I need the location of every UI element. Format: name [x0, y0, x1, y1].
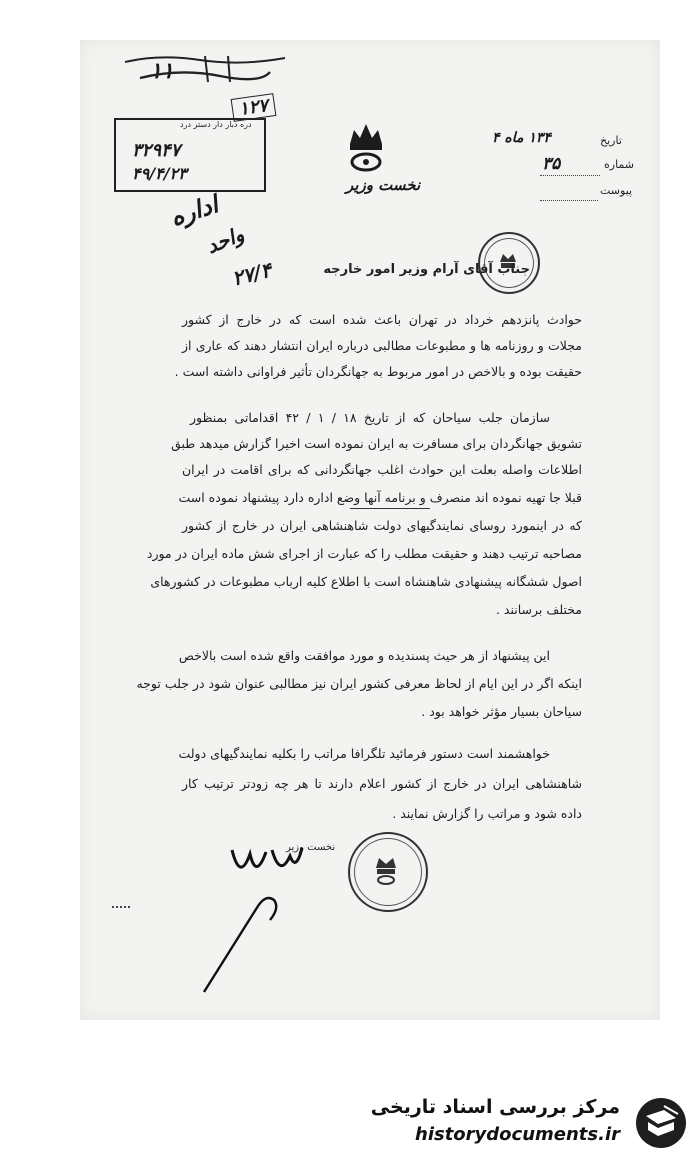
attachment-label: پیوست	[600, 184, 633, 197]
crown-emblem-icon	[342, 120, 390, 172]
body-line-4: سازمان جلب سیاحان که از تاریخ ۱۸ / ۱ / ۴۲ اقداماتی بمنظور	[190, 410, 550, 425]
registration-box-number: ۳۲۹۴۷	[132, 140, 181, 161]
signature-scribble	[226, 842, 306, 886]
footer-url[interactable]: historydocuments.ir	[415, 1124, 620, 1145]
body-line-11: مختلف برسانند .	[495, 602, 582, 617]
body-line-16: شاهنشاهی ایران در خارج از کشور اعلام دارند تا هر چه زودتر ترتیب کار	[182, 776, 582, 791]
registration-box-heading: دره دبار دار دستر درد	[180, 120, 252, 129]
body-line-7: قبلا جا تهیه نموده اند منصرف و برنامه آنها وضع اداره دارد پیشنهاد نموده است	[178, 490, 582, 505]
body-line-8: که در اینمورد روسای نمایندگیهای دولت شاهنشاهی ایران در خارج از کشور	[182, 518, 582, 533]
number-underline	[540, 175, 600, 176]
margin-mark	[112, 906, 130, 908]
body-line-17: داده شود و مراتب را گزارش نمایند .	[392, 806, 582, 821]
archive-logo-icon	[634, 1096, 688, 1150]
footer	[0, 1090, 700, 1156]
body-line-2: مجلات و روزنامه ها و مطبوعات مطالبی درباره ایران انتشار دهند که عاری از	[182, 338, 582, 353]
body-line-13: اینکه اگر در این ایام از لحاظ معرفی کشور ایران نیز مطالبی عنوان شود در جلب توجه	[136, 676, 582, 691]
body-line-14: سیاحان بسیار مؤثر خواهد بود .	[421, 704, 582, 719]
body-line-1: حوادث پانزدهم خرداد در تهران باعث شده است که در خارج از کشور	[182, 312, 582, 327]
addressee: جناب آقای آرام وزیر امور خارجه	[323, 262, 530, 277]
number-value: ۳۵	[542, 154, 561, 174]
handwritten-note-line3: ۲۷/۴	[229, 257, 274, 291]
body-line-15: خواهشمند است دستور فرمائید تلگرافا مراتب را بکلیه نمایندگیهای دولت	[178, 746, 550, 761]
handwritten-note-line2: واحد	[202, 221, 248, 259]
signature-title: نخست وزیر	[286, 842, 336, 853]
attachment-underline	[540, 200, 598, 201]
seal-bottom-emblem-icon	[370, 852, 402, 886]
emblem-title: نخست وزیر	[346, 176, 421, 194]
body-line-6: اطلاعات واصله بعلت این حوادث اغلب جهانگردانی که برای اقامت در ایران	[182, 462, 582, 477]
top-stamp-number: ۱۱	[150, 58, 174, 84]
number-label: شماره	[604, 158, 635, 171]
body-line-3: حقیقت بوده و بالاخص در امور مربوط به جهانگردان تأثیر فراوانی داشته است .	[174, 364, 582, 379]
body-line-10: اصول ششگانه پیشنهادی شاهنشاه است با اطلاع کلیه ارباب مطبوعات در کشورهای	[150, 574, 582, 589]
body-line-5: تشویق جهانگردان برای مسافرت به ایران نموده است اخیرا گزارش میدهد طبق	[171, 436, 582, 451]
registration-box-date: ۴۹/۴/۲۳	[132, 164, 187, 183]
date-value: ۱۳۴ ماه ۴	[492, 130, 551, 146]
body-line-12: این پیشنهاد از هر حیث پسندیده و مورد موافقت واقع شده است بالاخص	[178, 648, 550, 663]
body-line-9: مصاحبه ترتیب دهند و حقیقت مطلب را که عبارت از اجرای شش ماده ایران در مورد	[146, 546, 582, 561]
registration-number: ۱۲۷	[231, 93, 277, 122]
date-label: تاریخ	[600, 134, 622, 147]
footer-title: مرکز بررسی اسناد تاریخی	[370, 1096, 620, 1118]
body-line-7-underline	[350, 508, 430, 509]
top-scribble	[120, 52, 290, 86]
handwritten-note-line1: اداره	[166, 189, 222, 232]
initials-scribble	[196, 886, 286, 998]
